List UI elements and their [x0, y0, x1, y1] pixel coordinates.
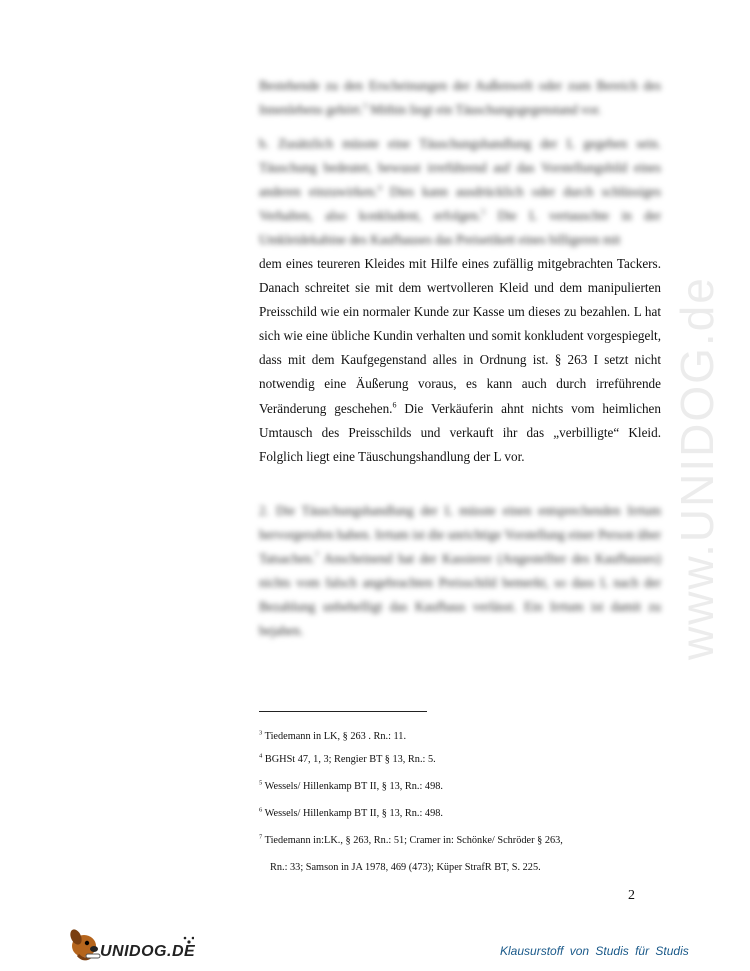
- tagline: Klausurstoff von Studis für Studis: [500, 944, 689, 958]
- watermark: www.UNIDOG.de: [671, 276, 723, 660]
- footnote: $^5$ Wessels/ Hillenkamp BT II, § 13, Rn.: 498.: [259, 779, 443, 792]
- paragraph-visible: dem eines teureren Kleides mit Hilfe eines zufällig mitgebrachten Tackers. Danach schreitet sie mit dem wertvolleren Kleid und dem manipulierten Preisschild wie ein normaler Kunde zur Kasse um dieses zu bezahlen. L hat sich wie eine übliche Kundin verhalten und somit konkludent vorgespiegelt, dass mit dem Kaufgegenstand alles in Ordnung ist. § 263 I setzt nicht notwendig eine Äußerung voraus, es kann auch durch irreführende Veränderung geschehen.$^6$ Die Verkäuferin ahnt nichts vom heimlichen Umtausch des Preisschilds und verkauft ihr das „verbilligte“ Kleid. Folglich liegt eine Täuschungshandlung der L vor.: [259, 256, 661, 464]
- footnote: $^7$ Tiedemann in:LK., § 263, Rn.: 51; Cramer in: Schönke/ Schröder § 263,: [259, 833, 563, 846]
- paragraph-blurred-top: Bestehende zu den Erscheinungen der Außenwelt oder zum Bereich des Innenlebens gehört.$^3$ Mithin liegt ein Täuschungsgegenstand vor.: [259, 78, 661, 118]
- footnote: $^3$ Tiedemann in LK, § 263 . Rn.: 11.: [259, 729, 407, 742]
- footnote: $^4$ BGHSt 47, 1, 3; Rengier BT § 13, Rn.: 5.: [259, 752, 436, 765]
- paragraph-blurred-b: b. Zusätzlich müsste eine Täuschungshandlung der L gegeben sein. Täuschung bedeutet, bewusst irreführend auf das Vorstellungsbild eines anderen einzuwirken.$^4$ Dies kann ausdrücklich oder durch schlüssiges Verhalten, also konkludent, erfolgen.$^5$ Die L vertauschte in der Umkleidekabine des Kaufhauses das Preisetikett eines billigeren mit: [259, 136, 662, 248]
- logo-text: UNIDOG.DE: [100, 943, 196, 960]
- paragraph-blurred-2: 2. Die Täuschungshandlung der L müsste einen entsprechenden Irrtum hervorgerufen haben. Irrtum ist die unrichtige Vorstellung einer Person über Tatsachen.$^7$ Anscheinend hat der Kassierer (Angestellter des Kaufhauses) nichts vom falsch angebrachten Preisschild bemerkt, so dass L nach der Bezahlung unbehelligt das Kaufhaus verlässt. Ein Irrtum ist damit zu bejahen.: [259, 503, 661, 639]
- footnote-continuation: Rn.: 33; Samson in JA 1978, 469 (473); Küper StrafR BT, S. 225.: [270, 862, 541, 873]
- footnote-divider: [259, 711, 427, 712]
- footnote: $^6$ Wessels/ Hillenkamp BT II, § 13, Rn.: 498.: [259, 806, 443, 819]
- page-number: 2: [628, 888, 635, 903]
- footnote-ref: 6: [392, 400, 397, 410]
